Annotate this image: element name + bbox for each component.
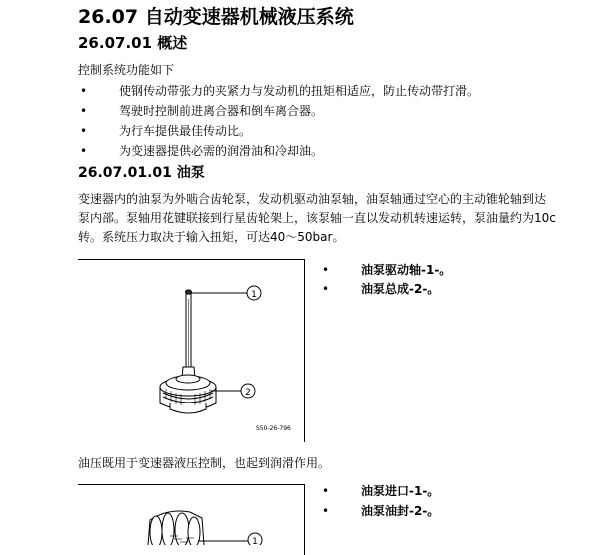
bullet-icon: • — [80, 84, 88, 98]
paragraph-text: 油压既用于变速器液压控制，也起到润滑作用。 — [78, 456, 331, 470]
callout-label: 2 — [245, 388, 251, 398]
section-title: 26.07 自动变速器机械液压系统 — [78, 6, 354, 28]
bullet-icon: • — [322, 504, 330, 518]
bullet-icon: • — [322, 484, 330, 498]
oil-pump-heading: 26.07.01.01 油泵 — [78, 165, 205, 181]
paragraph-line: 泵内部。泵轴用花键联接到行星齿轮架上，该泵轴一直以发动机转速运转，泵油量约为10c — [78, 211, 556, 225]
bullet-icon: • — [80, 144, 88, 158]
callout-label: 1 — [252, 537, 258, 545]
oil-pump-inlet-illustration — [78, 484, 306, 545]
intro-text: 控制系统功能如下 — [78, 63, 175, 77]
paragraph-line: 转。系统压力取决于输入扭矩，可达40～50bar。 — [78, 230, 345, 244]
figure-code: S50-26-796 — [256, 425, 291, 432]
oil-pump-illustration — [78, 259, 306, 444]
paragraph-line: 变速器内的油泵为外啮合齿轮泵，发动机驱动油泵轴，油泵轴通过空心的主动锥轮轴到达 — [78, 192, 547, 206]
bullet-icon: • — [80, 104, 88, 118]
bullet-icon: • — [80, 124, 88, 138]
callout-label: 1 — [251, 290, 257, 300]
overview-heading: 26.07.01 概述 — [78, 34, 188, 52]
bullet-icon: • — [322, 282, 330, 296]
bullet-icon: • — [322, 263, 330, 277]
